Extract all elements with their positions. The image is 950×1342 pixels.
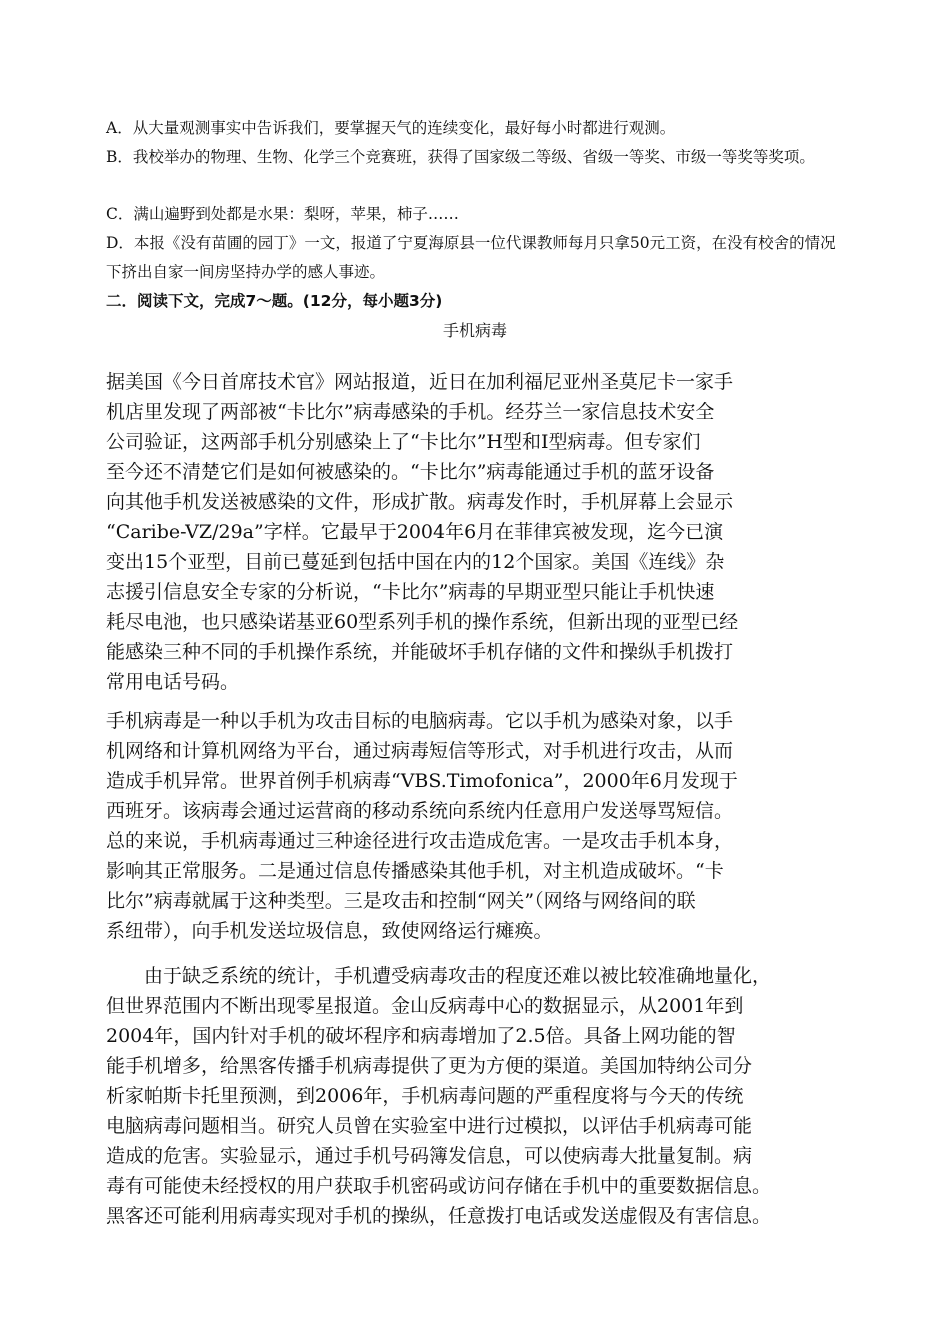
paragraph-line: 公司验证，这两部手机分别感染上了“卡比尔”H型和I型病毒。但专家们 [106, 431, 701, 453]
paragraph-line: 变出15个亚型，目前已蔓延到包括中国在内的12个国家。美国《连线》杂 [106, 551, 725, 573]
paragraph-line: 系纽带），向手机发送垃圾信息，致使网络运行瘫痪。 [106, 920, 553, 942]
section-heading: 二．阅读下文，完成7～题。(12分，每小题3分) [106, 292, 443, 310]
paragraph-line: 耗尽电池，也只感染诺基亚60型系列手机的操作系统，但新出现的亚型已经 [106, 611, 739, 633]
paragraph-line: 机店里发现了两部被“卡比尔”病毒感染的手机。经芬兰一家信息技术安全 [106, 401, 715, 423]
paragraph-line: 造成的危害。实验显示，通过手机号码簿发信息，可以使病毒大批量复制。病 [106, 1145, 753, 1167]
paragraph-line: 析家帕斯卡托里预测，到2006年，手机病毒问题的严重程度将与今天的传统 [106, 1085, 744, 1107]
paragraph-line: 向其他手机发送被感染的文件，形成扩散。病毒发作时，手机屏幕上会显示 [106, 491, 734, 513]
paragraph-line: 能手机增多，给黑客传播手机病毒提供了更为方便的渠道。美国加特纳公司分 [106, 1055, 753, 1077]
paragraph-line: 由于缺乏系统的统计，手机遭受病毒攻击的程度还难以被比较准确地量化， [144, 965, 772, 987]
paragraph-line: 总的来说，手机病毒通过三种途径进行攻击造成危害。一是攻击手机本身， [106, 830, 734, 852]
paragraph-line: 能感染三种不同的手机操作系统，并能破坏手机存储的文件和操纵手机拨打 [106, 641, 734, 663]
paragraph-line: 黑客还可能利用病毒实现对手机的操纵，任意拨打电话或发送虚假及有害信息。 [106, 1205, 772, 1227]
paragraph-line: 手机病毒是一种以手机为攻击目标的电脑病毒。它以手机为感染对象，以手 [106, 710, 734, 732]
paragraph-line: 毒有可能使未经授权的用户获取手机密码或访问存储在手机中的重要数据信息。 [106, 1175, 772, 1197]
option-d: D．本报《没有苗圃的园丁》一文，报道了宁夏海原县一位代课教师每月只拿50元工资，在没有校舍的情况下挤出自家一间房坚持办学的感人事迹。 [106, 234, 836, 281]
option-a: A．从大量观测事实中告诉我们，要掌握天气的连续变化，最好每小时都进行观测。 [106, 119, 676, 137]
paragraph-line: 志援引信息安全专家的分析说，“卡比尔”病毒的早期亚型只能让手机快速 [106, 581, 715, 603]
paragraph-line: 造成手机异常。世界首例手机病毒“VBS.Timofonica”，2000年6月发现于 [106, 770, 738, 792]
paragraph-line: “Caribe-VZ/29a”字样。它最早于2004年6月在菲律宾被发现，迄今已演 [106, 521, 724, 543]
paragraph-line: 机网络和计算机网络为平台，通过病毒短信等形式，对手机进行攻击，从而 [106, 740, 734, 762]
paragraph-line: 据美国《今日首席技术官》网站报道，近日在加利福尼亚州圣莫尼卡一家手 [106, 371, 734, 393]
paragraph-line: 比尔”病毒就属于这种类型。三是攻击和控制“网关”（网络与网络间的联 [106, 890, 696, 912]
paragraph-line: 常用电话号码。 [106, 671, 240, 693]
paragraph-line: 西班牙。该病毒会通过运营商的移动系统向系统内任意用户发送辱骂短信。 [106, 800, 734, 822]
paragraph-line: 影响其正常服务。二是通过信息传播感染其他手机，对主机造成破坏。“卡 [106, 860, 724, 882]
paragraph-line: 但世界范围内不断出现零星报道。金山反病毒中心的数据显示，从2001年到 [106, 995, 744, 1017]
paragraph-line: 电脑病毒问题相当。研究人员曾在实验室中进行过模拟，以评估手机病毒可能 [106, 1115, 753, 1137]
paragraph-line: 至今还不清楚它们是如何被感染的。“卡比尔”病毒能通过手机的蓝牙设备 [106, 461, 715, 483]
option-b: B．我校举办的物理、生物、化学三个竞赛班，获得了国家级二等级、省级一等奖、市级一等奖等奖项。 [106, 148, 815, 166]
option-c: C．满山遍野到处都是水果：梨呀，苹果，柿子…… [106, 205, 459, 223]
article-title: 手机病毒 [442, 321, 507, 340]
paragraph-line: 2004年，国内针对手机的破坏程序和病毒增加了2.5倍。具备上网功能的智 [106, 1025, 736, 1047]
